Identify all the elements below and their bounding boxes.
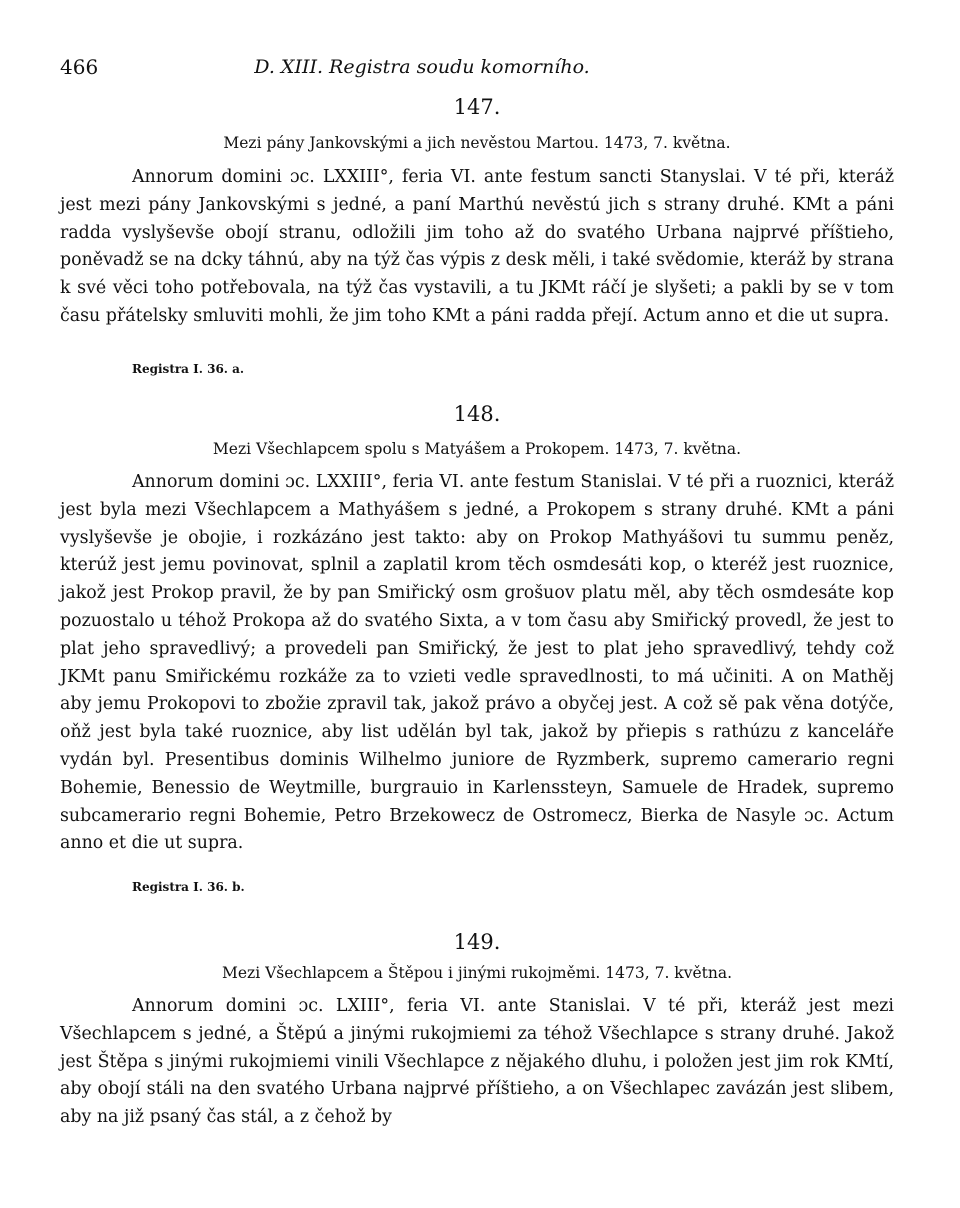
running-title: D. XIII. Registra soudu komorního. (254, 56, 590, 78)
entry-147-source: Registra I. 36. a. (132, 362, 245, 376)
entry-148-text: Annorum domini ɔc. LXXIII°, feria VI. ante festum Stanislai. V té při a ruoznici, kteráž jest byla mezi Všechlapcem a Mathyášem s jedné, a Prokopem s strany druhé. KMt a páni vyslyševše je obojie, i rozkázáno jest takto: aby on Prokop Mathyášovi tu summu peněz, kterúž jest jemu povinovat, splnil a zaplatil krom těch osmdesáti kop, o kteréž jest ruoznice, jakož jest Prokop pravil, že by pan Smiřický osm grošuov platu měl, aby těch osmdesáte kop pozuostalo u téhož Prokopa až do svatého Sixta, a v tom času aby Smiřický provedl, že jest to plat jeho spravedlivý; a provedeli pan Smiřický, že jest to plat jeho spravedlivý, tehdy což JKMt panu Smiřickému rozkáže za to vzieti vedle spravedlnosti, to má učiniti. A on Mathěj aby jemu Prokopovi to zbožie zpravil tak, jakož právo a obyčej jest. A což sě pak věna dotýče, oňž jest byla také ruoznice, aby list udělán byl tak, jakož by přiepis s rathúzu z kanceláře vydán byl. Presentibus dominis Wilhelmo juniore de Ryzmberk, supremo camerario regni Bohemie, Benessio de Weytmille, burgrauio in Karlenssteyn, Samuele de Hradek, supremo subcamerario regni Bohemie, Petro Brzekowecz de Ostromecz, Bierka de Nasyle ɔc. Actum anno et die ut supra. (60, 472, 894, 854)
entry-147-title: Mezi pány Jankovskými a jich nevěstou Martou. 1473, 7. května. (223, 134, 731, 152)
entry-148-source: Registra I. 36. b. (132, 880, 245, 894)
entry-147-text: Annorum domini ɔc. LXXIII°, feria VI. ante festum sancti Stanyslai. V té při, kteráž jest mezi pány Jankovskými s jedné, a paní Marthú nevěstú jich s strany druhé. KMt a páni radda vyslyševše obojí stranu, odložili jim toho až do svatého Urbana najprvé příštieho, poněvadž se na dcky táhnú, aby na týž čas výpis z desk měli, i také svědomie, kteráž by strana k své věci toho potřebovala, na týž čas vystavili, a tu JKMt ráčí je slyšeti; a pakli by se v tom času přátelsky smluviti mohli, že jim toho KMt a páni radda přejí. Actum anno et die ut supra. (60, 167, 894, 326)
entry-149-text: Annorum domini ɔc. LXIII°, feria VI. ante Stanislai. V té při, kteráž jest mezi Všechlapcem s jedné, a Štěpú a jinými rukojmiemi za téhož Všechlapce s strany druhé. Jakož jest Štěpa s jinými rukojmiemi vinili Všechlapce z nějakého dluhu, i položen jest jim rok KMtí, aby obojí stáli na den svatého Urbana najprvé příštieho, a on Všechlapec zavázán jest slibem, aby na již psaný čas stál, a z čehož by (60, 996, 894, 1128)
entry-148-number: 148. (453, 402, 501, 426)
entry-147-number: 147. (453, 95, 501, 119)
entry-149-title: Mezi Všechlapcem a Štěpou i jinými rukojměmi. 1473, 7. května. (221, 964, 733, 982)
page-header (60, 52, 894, 82)
page-number: 466 (60, 55, 99, 79)
entry-148-title: Mezi Všechlapcem spolu s Matyášem a Prokopem. 1473, 7. května. (212, 440, 742, 458)
entry-149-number: 149. (453, 930, 501, 954)
